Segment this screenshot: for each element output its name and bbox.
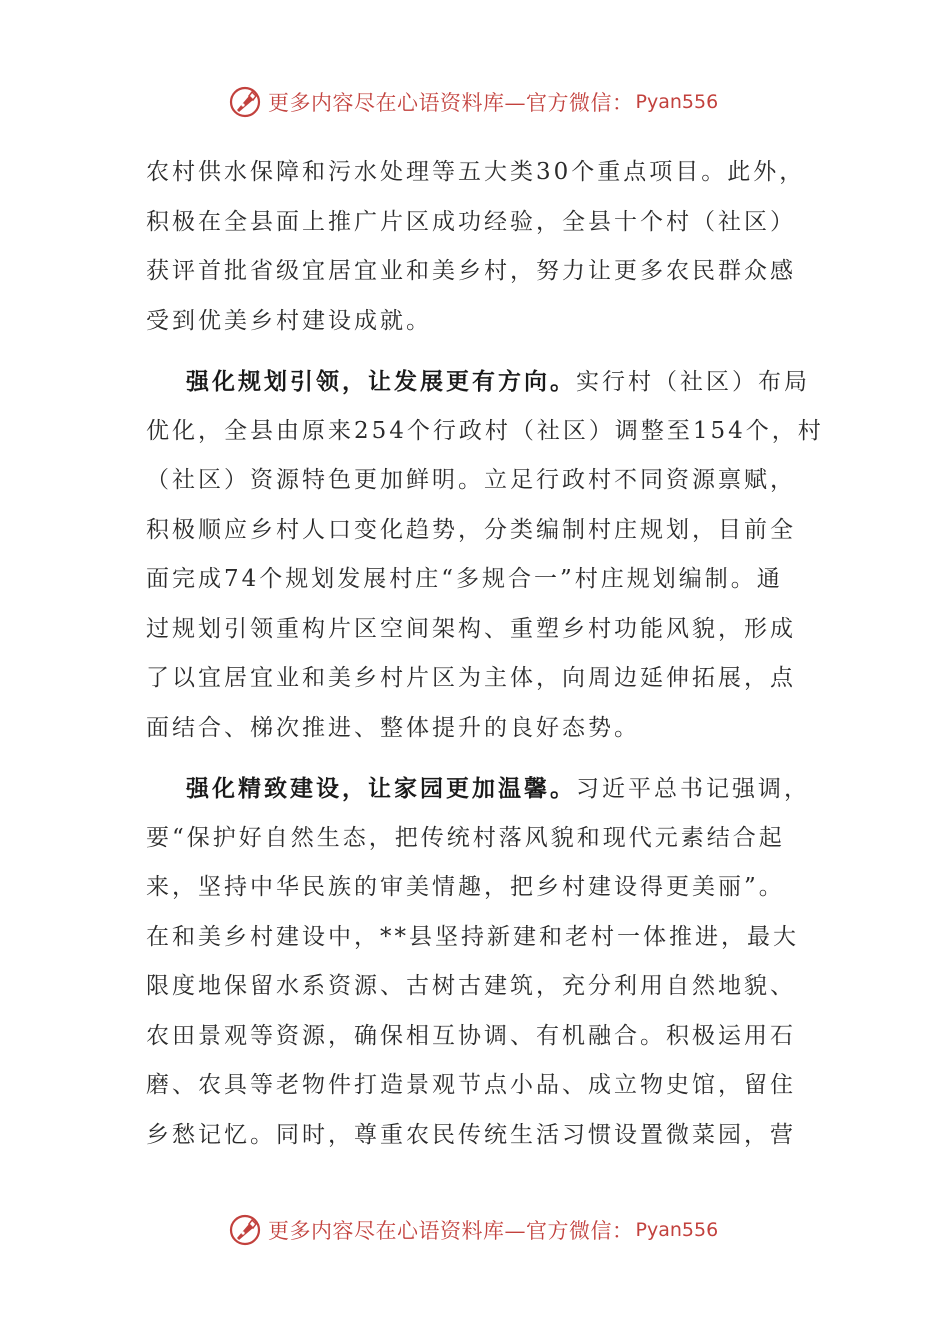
text-line: 面完成74个规划发展村庄“多规合一”村庄规划编制。通 (146, 566, 783, 592)
text-line: 在和美乡村建设中，**县坚持新建和老村一体推进，最大 (146, 923, 799, 950)
text-line: 积极顺应乡村人口变化趋势，分类编制村庄规划，目前全 (146, 516, 796, 543)
paragraph-1 (146, 148, 810, 346)
text-line: 要“保护好自然生态，把传统村落风貌和现代元素结合起 (146, 824, 785, 851)
text-line: 过规划引领重构片区空间架构、重塑乡村功能风貌，形成 (146, 615, 796, 642)
text-line: 乡愁记忆。同时，尊重农民传统生活习惯设置微菜园，营 (146, 1121, 796, 1148)
wechat-id: Pyan556 (635, 1219, 719, 1241)
footer-banner (228, 1210, 748, 1250)
paragraph-2 (146, 357, 824, 753)
text-line: 来，坚持中华民族的审美情趣，把乡村建设得更美丽”。 (146, 874, 785, 900)
text-run: 习近平总书记强调， (576, 776, 810, 802)
text-line: 农田景观等资源，确保相互协调、有机融合。积极运用石 (146, 1022, 796, 1049)
text-line (146, 764, 810, 814)
wechat-id: Pyan556 (635, 91, 719, 113)
text-line: 磨、农具等老物件打造景观节点小品、成立物史馆，留住 (146, 1072, 796, 1098)
paragraph-heading: 强化规划引领，让发展更有方向。 (186, 368, 576, 395)
text-line: （社区）资源特色更加鲜明。立足行政村不同资源禀赋， (146, 467, 796, 493)
text-line: 获评首批省级宜居宜业和美乡村，努力让更多农民群众感 (146, 258, 796, 284)
text-line: 面结合、梯次推进、整体提升的良好态势。 (146, 714, 640, 741)
pen-nib-seal-icon (228, 1213, 262, 1247)
text-line: 积极在全县面上推广片区成功经验，全县十个村（社区） (146, 208, 796, 235)
header-banner (228, 82, 748, 122)
banner-text: 更多内容尽在心语资料库—官方微信： (268, 91, 634, 115)
text-line: 限度地保留水系资源、古树古建筑，充分利用自然地貌、 (146, 973, 796, 999)
text-line: 了以宜居宜业和美乡村片区为主体，向周边延伸拓展，点 (146, 665, 796, 691)
banner-text: 更多内容尽在心语资料库—官方微信： (268, 1219, 634, 1243)
text-line: 优化，全县由原来254个行政村（社区）调整至154个，村 (146, 417, 824, 444)
document-body (146, 148, 824, 1160)
paragraph-3 (146, 764, 810, 1160)
text-run: 实行村（社区）布局 (576, 369, 810, 395)
text-line: 农村供水保障和污水处理等五大类30个重点项目。此外， (146, 159, 806, 185)
pen-nib-seal-icon (228, 85, 262, 119)
paragraph-heading: 强化精致建设，让家园更加温馨。 (186, 775, 576, 802)
text-line (146, 357, 810, 407)
text-line: 受到优美乡村建设成就。 (146, 307, 432, 334)
